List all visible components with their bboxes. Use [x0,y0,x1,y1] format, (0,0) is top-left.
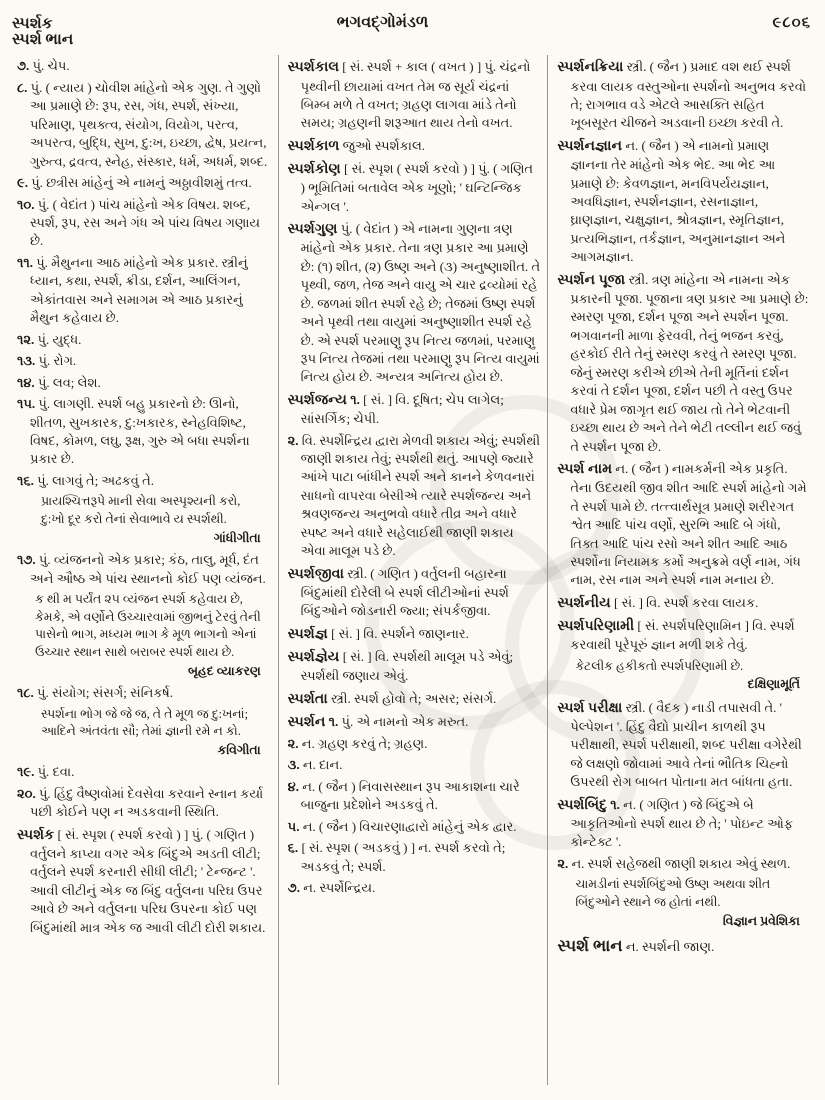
sense-number: ૧૧. [17,254,33,270]
headword: સ્પર્શનક્રિયા [557,59,624,76]
sense-number: ૬. [287,840,299,856]
sense-number: ૨૦. [17,785,36,801]
quote-line: કેટલીક હકીકતો સ્પર્શપરિણામી છે. [575,658,744,673]
dictionary-entry: સ્પર્શન પૂજા સ્ત્રી. ત્રણ માંહેના એ નામના એક પ્રકારની પૂજા. પૂજાના ત્રણ પ્રકાર આ પ્રમાણે છે: સ્મરણ પૂજા, દર્શન પૂજા અને સ્પર્શન પૂજા. ભગવાનની માળા ફેરવવી, તેનું ભજન કરવું, હરકોઈ રીતે તેનું સ્મરણ કરવું તે સ્મરણ પૂજા. જેનું સ્મરણ કરીએ છીએ તેની મૂર્તિનાં દર્શન કરવાં તે દર્શન પૂજા, દર્શન પછી તે વસ્તુ ઉપર વધારે પ્રેમ જાગૃત થઈ જાય તો તેને ભેટવાની ઇચ્છા થાય છે અને તેને ભેટી તલ્લીન થઈ જવું તે સ્પર્શન પૂજા છે. [557,271,809,454]
headword: સ્પર્શન પૂજા [557,271,626,288]
sense-item: ૨. ન. સ્પર્શ સહેજથી જાણી શકાય એવું સ્થળ. [557,855,791,871]
sense-number: ૭. [287,879,300,895]
sense-number: ૫. [287,818,300,834]
sense-number: ૧૬. [17,472,34,488]
headword: સ્પર્શનજ્ઞાન [557,137,623,154]
headword: સ્પર્શજ્ઞ [287,625,328,642]
text-columns [8,55,817,1085]
headword: સ્પર્શકાલ [287,59,340,76]
quote-line: ચામડીનાં સ્પર્શબિંદુઓ ઉષ્ણ અથવા શીત બિંદુઓને સ્થાને જ હોતાં નથી. [575,877,771,909]
column-3 [547,55,817,1085]
sense-item: ૭. ન. સ્પર્શેન્દ્રિય. [287,879,376,895]
headword: સ્પર્શગુણ [287,221,338,238]
column-2 [278,55,548,1085]
headword: સ્પર્શકાળ [287,137,340,154]
sense-number: ૨. [557,855,569,871]
sense-item: ૨૦. પું. હિંદુ વૈષ્ણવોમાં દેવસેવા કરવાને સ્નાન કર્યા પછી કોઈને પણ ન અડકવાની સ્થિતિ. [17,785,264,820]
dictionary-entry: સ્પર્શનીય [ સં. ] વિ. સ્પર્શ કરવા લાયક. [557,594,759,611]
sense-item: ૧૭. પું. વ્યંજનનો એક પ્રકાર; કંઠ, તાલુ, મૂર્ધ, દંત અને ઔષ્ઠ એ પાંચ સ્થાનનો કોઈ પણ વ્યંજન. [17,552,266,586]
headword: સ્પર્શજીવા [287,565,344,582]
sense-item: ૮. પું. ( ન્યાય ) ચોવીશ માંહેનો એક ગુણ. તે ગુણો આ પ્રમાણે છે: રૂપ, રસ, ગંધ, સ્પર્શ, સંખ્યા, પરિમાણ, પૃથક્ત્વ, સંયોગ, વિયોગ, પરત્વ, અપરત્વ, બુદ્ધિ, સુખ, દુ:ખ, ઇચ્છા, દ્વેષ, પ્રયત્ન, ગુરુત્વ, દ્રવત્વ, સ્નેહ, સંસ્કાર, ધર્મ, અધર્મ, શબ્દ. [17,79,268,169]
sense-item: ૫. ન. ( જૈન ) વિચારણાદ્વારો માંહેનું એક દ્વાર. [287,818,517,834]
sense-item: ૧૦. પું. ( વેદાંત ) પાંચ માંહેનો એક વિષય. શબ્દ, સ્પર્શ, રૂપ, રસ અને ગંધ એ પાંચ વિષય ગણાય છે. [17,196,261,249]
citation-source: દક્ષિણામૂર્તિ [747,677,800,692]
sense-number: ૧૮. [17,685,34,701]
sense-item: ૧૫. પું. લાગણી. સ્પર્શ બહુ પ્રકારનો છે: ઊનો, શીતળ, સુખકારક, દુ:ખકારક, સ્નેહવિશિષ્ટ, વિષદ, કોમળ, લઘુ, રૂક્ષ, ગુરુ એ બધા સ્પર્શના પ્રકાર છે. [17,396,250,467]
headword: સ્પર્શજન્ય [287,391,347,408]
page-number: ૯૮૦૬ [772,15,811,31]
sense-item: ૭. પું. ચેપ. [17,58,70,74]
dictionary-entry: સ્પર્શ પરીક્ષા સ્ત્રી. ( વૈદક ) નાડી તપાસવી તે. ' પેલ્પેશન '. હિંદુ વૈદ્યો પ્રાચીન કાળથી રૂપ પરીક્ષાથી, સ્પર્શ પરીક્ષાથી, શબ્દ પરીક્ષા વગેરેથી જે લક્ષણો જોવામાં આવે તેનાં ભૌતિક ચિહ્નો ઉપરથી રોગ બાબત પોતાના મત બાંધતા હતા. [557,699,802,790]
sense-number: ૪. [287,778,299,794]
dictionary-entry: સ્પર્શકોણ [ સં. સ્પૃશ ( સ્પર્શ કરવો ) ] પું. ( ગણિત ) ભૂમિતિમાં બતાવેલ એક ખૂણો; ' ઘન્ટિન્જિક એન્ગલ '. [287,161,534,214]
sense-number: ૮. [17,79,28,95]
sense-number: ૧૪. [17,374,35,390]
sense-number: ૧. [610,796,620,812]
sense-item: ૧૬. પું. લાગવું તે; અઢકવું તે. [17,472,154,488]
page-header [8,10,817,33]
usage-quote [17,591,271,661]
dictionary-entry: સ્પર્શબિંદુ ૧. ન. ( ગણિત ) જે બિંદુએ બે આકૃતિઓનો સ્પર્શ થાય છે તે; ' પોઇન્ટ ઓફ કોન્ટેક્ટ '. [557,796,794,850]
dictionary-entry: સ્પર્શજ્ઞેય [ સં. ] વિ. સ્પર્શથી માલૂમ પડે એવું; સ્પર્શથી જણાય એવું. [287,648,514,684]
dictionary-entry: સ્પર્શનજ્ઞાન ન. ( જૈન ) એ નામનો પ્રમાણ જ્ઞાનના તેર માંહેનો એક ભેદ. આ ભેદ આ પ્રમાણે છે: કેવળજ્ઞાન, મનવિપર્યયજ્ઞાન, અવધિજ્ઞાન, સ્પર્શનજ્ઞાન, રસનાજ્ઞાન, ઘ્રાણજ્ઞાન, ચક્ષુજ્ઞાન, શ્રોત્રજ્ઞાન, સ્મૃતિજ્ઞાન, પ્રત્યભિજ્ઞાન, તર્કજ્ઞાન, અનુમાનજ્ઞાન અને આગમજ્ઞાન. [557,137,786,265]
guide-word-bottom: સ્પર્શ ભાન [12,31,74,49]
sense-item: ૨. વિ. સ્પર્શેન્દ્રિય દ્વારા મેળવી શકાય એવું; સ્પર્શથી જાણી શકાય તેવું; સ્પર્શથી થતું. આપણે જ્યારે આંખે પાટા બાંધીને સ્પર્શ અને કાનને કેળવનારાં સાધનો વાપરવા બેસીએ ત્યારે સ્પર્શજન્ય અને શ્રવણજન્ય અનુભવો વધારે તીવ્ર અને વધારે સ્પષ્ટ અને વધારે સહેલાઈથી જાણી શકાય એવા માલૂમ પડે છે. [287,432,541,559]
sense-item: ૨. ન. ગ્રહણ કરવું તે; ગ્રહણ. [287,735,428,751]
dictionary-entry: સ્પર્શ ભાન ન. સ્પર્શની જાણ. [557,936,715,956]
sense-number: ૧૭. [17,552,36,568]
column-1 [8,55,278,1085]
sense-item: ૬. [ સં. સ્પૃશ ( અડકવું ) ] ન. સ્પર્શ કરવો તે; અડકવું તે; સ્પર્શ. [287,840,506,874]
usage-quote [557,876,810,911]
guide-word-left: સ્પર્શક [12,15,53,32]
sense-number: ૧૦. [17,196,35,212]
headword: સ્પર્શન [287,713,326,730]
quote-line: આદિને અંતવંતા સૌ; તેમાં જ્ઞાની રમે ન કો. [41,724,241,739]
book-title: ભગવદ્ગોમંડળ [336,14,429,31]
dictionary-entry: સ્પર્શકાળ જુઓ સ્પર્શકાલ. [287,137,426,154]
sense-item: ૧૮. પું. સંયોગ; સંસર્ગ; સંનિકર્ષ. [17,685,174,701]
sense-number: ૩. [287,757,300,773]
verse-quote [17,706,271,741]
dictionary-entry: સ્પર્શજ્ઞ [ સં. ] વિ. સ્પર્શને જાણનાર. [287,625,469,642]
sense-item: ૪. ન. ( જૈન ) નિવાસસ્થાન રૂપ આકાશના ચારે બાજુના પ્રદેશોને અડકવું તે. [287,778,520,813]
sense-number: ૨. [287,735,299,751]
dictionary-entry: સ્પર્શનક્રિયા સ્ત્રી. ( જૈન ) પ્રમાદ વશ થઈ સ્પર્શ કરવા લાયક વસ્તુઓના સ્પર્શનો અનુભવ કરવો તે; રાગભાવ વડે એટલે આસક્તિ સહિત ખૂબસૂરત ચીજને અડવાની ઇચ્છા કરવી તે. [557,59,807,131]
citation-source: બૃહદ વ્યાકરણ [187,663,261,678]
headword: સ્પર્શ ભાન [557,936,623,956]
headword: સ્પર્શબિંદુ [557,796,608,813]
dictionary-entry: સ્પર્શક [ સં. સ્પૃશ ( સ્પર્શ કરવો ) ] પું. ( ગણિત ) વર્તુલને કાપ્યા વગર એક બિંદુએ અડતી લીટી; વર્તુલને સ્પર્શ કરનારી સીધી લીટી; ' ટેન્જન્ટ '. આવી લીટીનું એક જ બિંદુ વર્તુલના પરિઘ ઉપર આવે છે અને વર્તુલના પરિઘ ઉપરના કોઈ પણ બિંદુમાંથી માત્ર એક જ આવી લીટી દોરી શકાય. [17,826,266,935]
dictionary-entry: સ્પર્શ નામ ન. ( જૈન ) નામકર્મની એક પ્રકૃતિ. તેના ઉદયથી જીવ શીત આદિ સ્પર્શ માંહેનો ગમે તે સ્પર્શ પામે છે. તત્ત્વાર્થસૂત્ર પ્રમાણે શરીરગત શ્વેત આદિ પાંચ વર્ણો, સુરભિ આદિ બે ગંધો, તિક્ત આદિ પાંચ રસો અને શીત આદિ આઠ સ્પર્શોના નિયામક કર્મો અનુક્રમે વર્ણ નામ, ગંધ નામ, રસ નામ અને સ્પર્શ નામ મનાય છે. [557,461,807,588]
headword: સ્પર્શપરિણામી [557,618,635,635]
dictionary-entry: સ્પર્શગુણ પું. ( વેદાંત ) એ નામના ગુણના ત્રણ માંહેનો એક પ્રકાર. તેના ત્રણ પ્રકાર આ પ્રમાણે છે: (૧) શીત, (૨) ઉષ્ણ અને (૩) અનુષ્ણાશીત. તે પૃથ્વી, જળ, તેજ અને વાયુ એ ચાર દ્રવ્યોમાં રહે છે. જળમાં શીત સ્પર્શ રહે છે; તેજમાં ઉષ્ણ સ્પર્શ અને પૃથ્વી તથા વાયુમાં અનુષ્ણાશીત સ્પર્શ રહે છે. એ સ્પર્શ પરમાણુ રૂપ નિત્ય જળમાં, પરમાણુ રૂપ નિત્ય તેજમાં તથા પરમાણુ રૂપ નિત્ય વાયુમાં નિત્ય હોય છે. અન્યત્ર અનિત્ય હોય છે. [287,221,541,385]
sense-number: ૨. [287,432,299,448]
quote-line: દુ:ખો દૂર કરો તેનાં સેવાભાવે ય સ્પર્શથી. [41,511,227,526]
quote-line: ક થી મ પર્યંત ૨૫ વ્યંજન સ્પર્શ કહેવાય છે, કેમકે, એ વર્ણોને ઉચ્ચારવામાં જીભનું ટેરવું તેની પાસેનો ભાગ, મધ્યમ ભાગ કે મૂળ ભાગનો એનાં ઉચ્ચાર સ્થાન સાથે બરાબર સ્પર્શ થાય છે. [35,592,261,659]
quote-line: પ્રાયશ્ચિત્તરૂપે માની સેવા અસ્પૃશ્યની કરો, [41,494,241,509]
sense-item: ૩. ન. દાન. [287,757,343,773]
sense-number: ૯. [17,175,28,191]
sense-item: ૯. પું. છત્રીસ માંહેનું એ નામનું અઠ્ઠાવીશમું તત્વ. [17,175,252,191]
headword: સ્પર્શકોણ [287,161,341,178]
dictionary-entry: સ્પર્શકાલ [ સં. સ્પર્શ + કાલ ( વખત ) ] પું. ચંદ્રનો પૃથ્વીની છાયામાં વખત તેમ જ સૂર્ય ચંદ્રનાં બિમ્બ મળે તે વખત; ગ્રહણ લાગવા માંડે તેનો સમય; ગ્રહણની શરૂઆત થાય તેનો વખત. [287,59,531,131]
headword: સ્પર્શ નામ [557,461,613,477]
dictionary-entry: સ્પર્શજન્ય ૧. [ સં. ] વિ. દૂષિત; ચેપ લાગેલ; સાંસર્ગિક; ચેપી. [287,391,504,427]
citation-source: ગાંધીગીતા [213,530,261,545]
quote-line: સ્પર્શના ભોગ જે જે જ, તે તે મૂળ જ દુ:ખનાં; [41,706,249,721]
sense-number: ૧૩. [17,353,36,369]
sense-number: ૧૫. [17,396,36,412]
headword: સ્પર્શનીય [557,594,611,611]
dictionary-entry: સ્પર્શપરિણામી [ સં. સ્પર્શપરિણામિન ] વિ. સ્પર્શ કરવાથી પૂરેપૂરું જ્ઞાન મળી શકે તેવું. [557,618,795,653]
citation-source: વિજ્ઞાન પ્રવેશિકા [722,913,800,928]
citation-source: કવિગીતા [217,742,261,757]
sense-number: ૭. [17,58,30,74]
headword: સ્પર્શ પરીક્ષા [557,699,623,716]
headword: સ્પર્શતા [287,690,328,707]
sense-item: ૧૨. પું. યુદ્ધ. [17,331,82,347]
headword: સ્પર્શક [17,826,55,843]
usage-quote [557,658,810,676]
sense-item: ૧૧. પું. મૈથુનના આઠ માંહેનો એક પ્રકાર. સ્ત્રીનું ધ્યાન, કથા, સ્પર્શ, ક્રીડા, દર્શન, આલિંગન, એકાંતવાસ અને સમાગમ એ આઠ પ્રકારનું મૈથુન કહેવાય છે. [17,254,248,326]
verse-quote [17,493,271,528]
sense-number: ૧૨. [17,331,35,347]
sense-number: ૧. [350,391,360,407]
dictionary-entry: સ્પર્શજીવા સ્ત્રી. ( ગણિત ) વર્તુલની બહારના બિંદુમાંથી દોરેલી બે સ્પર્શ લીટીઓનાં સ્પર્શ બિંદુઓને જોડનારી જ્યા; સંપર્કજીવા. [287,565,509,619]
sense-number: ૧. [328,713,339,729]
sense-item: ૧૪. પું. લવ; લેશ. [17,374,101,390]
dictionary-entry: સ્પર્શતા સ્ત્રી. સ્પર્શ હોવો તે; અસર; સંસર્ગ. [287,690,497,707]
sense-number: ૧૯. [17,764,35,780]
dictionary-entry: સ્પર્શન ૧. પું. એ નામનો એક મરુત. [287,713,469,730]
sense-item: ૧૩. પું. રોગ. [17,353,77,369]
sense-item: ૧૯. પું. દવા. [17,764,75,780]
headword: સ્પર્શજ્ઞેય [287,648,340,665]
